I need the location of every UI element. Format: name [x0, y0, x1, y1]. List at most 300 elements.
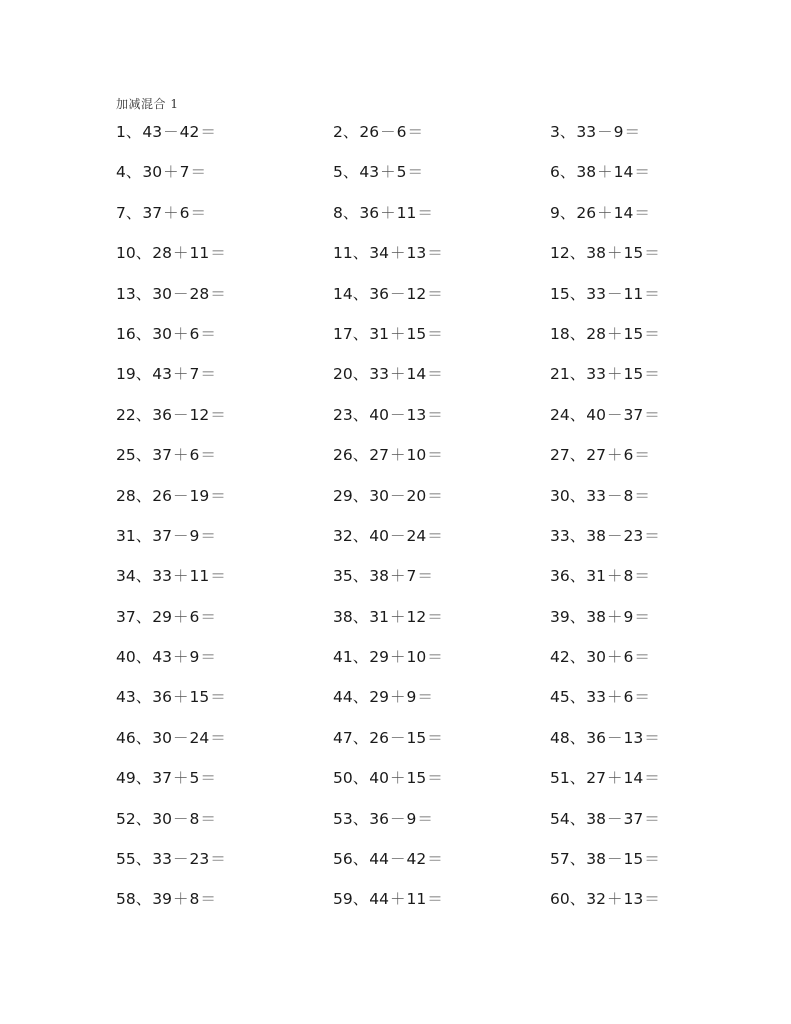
- problem-number: 50: [333, 769, 353, 788]
- math-problem: [550, 767, 736, 807]
- equals-sign: ＝: [200, 769, 216, 788]
- problem-separator: 、: [135, 567, 152, 586]
- problem-number: 18: [550, 324, 570, 343]
- math-problem: [550, 323, 736, 363]
- operator: ＋: [172, 607, 189, 626]
- operand-a: 38: [586, 809, 606, 828]
- operand-b: 11: [396, 203, 417, 222]
- problem-separator: 、: [352, 809, 369, 828]
- problem-separator: 、: [569, 365, 586, 384]
- equals-sign: ＝: [417, 567, 433, 586]
- problem-number: 24: [550, 405, 570, 424]
- operand-b: 7: [179, 163, 190, 182]
- problem-separator: 、: [352, 607, 369, 626]
- operand-b: 11: [623, 284, 644, 303]
- problem-number: 20: [333, 365, 353, 384]
- problem-separator: 、: [352, 365, 369, 384]
- math-problem: [550, 565, 736, 605]
- operator: ＋: [163, 203, 179, 222]
- operator: －: [597, 123, 613, 141]
- operand-b: 7: [406, 567, 417, 586]
- operator: －: [172, 850, 189, 869]
- operand-b: 6: [179, 203, 190, 222]
- operand-b: 14: [406, 365, 427, 384]
- operator: －: [606, 850, 623, 869]
- equals-sign: ＝: [210, 850, 226, 869]
- problem-separator: 、: [125, 163, 142, 182]
- operand-b: 12: [189, 405, 210, 424]
- operand-b: 5: [396, 163, 407, 182]
- problem-separator: 、: [352, 446, 369, 465]
- math-problem: [116, 242, 333, 282]
- equals-sign: ＝: [644, 244, 660, 263]
- problem-number: 21: [550, 365, 570, 384]
- operand-a: 32: [586, 890, 606, 909]
- operand-a: 31: [369, 324, 389, 343]
- operator: ＋: [172, 324, 189, 343]
- problem-number: 23: [333, 405, 353, 424]
- operand-b: 19: [189, 486, 210, 505]
- operand-b: 11: [189, 244, 210, 263]
- problem-number: 52: [116, 809, 136, 828]
- operand-a: 29: [369, 688, 389, 707]
- problem-number: 44: [333, 688, 353, 707]
- problem-number: 48: [550, 728, 570, 747]
- operator: －: [606, 486, 623, 505]
- operator: ＋: [172, 446, 189, 465]
- problem-separator: 、: [352, 688, 369, 707]
- problem-separator: 、: [352, 769, 369, 788]
- operand-a: 26: [576, 203, 597, 222]
- operand-b: 9: [613, 123, 624, 141]
- operator: ＋: [606, 324, 623, 343]
- equals-sign: ＝: [427, 446, 443, 465]
- operator: －: [172, 405, 189, 424]
- operator: ＋: [389, 688, 406, 707]
- operator: ＋: [172, 244, 189, 263]
- operand-a: 40: [369, 405, 389, 424]
- operand-b: 15: [406, 769, 427, 788]
- problem-number: 39: [550, 607, 570, 626]
- operand-a: 36: [152, 405, 172, 424]
- problem-separator: 、: [135, 244, 152, 263]
- operator: ＋: [172, 769, 189, 788]
- math-problem: [333, 363, 550, 403]
- math-problem: [116, 808, 333, 848]
- problem-number: 53: [333, 809, 353, 828]
- math-problem: [333, 404, 550, 444]
- equals-sign: ＝: [427, 850, 443, 869]
- problem-separator: 、: [342, 203, 359, 222]
- math-problem: [333, 888, 550, 928]
- operator: －: [172, 486, 189, 505]
- operator: －: [606, 526, 623, 545]
- operand-b: 23: [189, 850, 210, 869]
- math-problem: [116, 363, 333, 403]
- operator: ＋: [389, 567, 406, 586]
- problem-separator: 、: [135, 405, 152, 424]
- equals-sign: ＝: [644, 284, 660, 303]
- math-problem: [116, 767, 333, 807]
- operator: －: [606, 284, 623, 303]
- equals-sign: ＝: [210, 405, 226, 424]
- problem-number: 38: [333, 607, 353, 626]
- math-problem: [116, 283, 333, 323]
- operand-a: 26: [359, 123, 380, 141]
- equals-sign: ＝: [634, 688, 650, 707]
- operand-b: 8: [189, 809, 200, 828]
- problem-number: 37: [116, 607, 136, 626]
- equals-sign: ＝: [427, 769, 443, 788]
- operand-a: 30: [142, 163, 163, 182]
- operand-b: 13: [406, 405, 427, 424]
- math-problem: [333, 767, 550, 807]
- operand-b: 6: [189, 324, 200, 343]
- equals-sign: ＝: [200, 123, 216, 141]
- equals-sign: ＝: [634, 648, 650, 667]
- problem-number: 41: [333, 648, 353, 667]
- math-problem: [550, 161, 736, 201]
- math-problem: [333, 161, 550, 201]
- operator: ＋: [606, 769, 623, 788]
- operand-b: 10: [406, 648, 427, 667]
- operator: －: [606, 728, 623, 747]
- problem-number: 40: [116, 648, 136, 667]
- math-problem: [116, 565, 333, 605]
- math-problem: [550, 363, 736, 403]
- problem-number: 33: [550, 526, 570, 545]
- math-problem: [550, 808, 736, 848]
- operator: －: [172, 284, 189, 303]
- problem-separator: 、: [342, 163, 359, 182]
- math-problem: [116, 848, 333, 888]
- operand-a: 37: [152, 446, 172, 465]
- equals-sign: ＝: [634, 607, 650, 626]
- math-problem: [116, 121, 333, 161]
- problem-number: 6: [550, 163, 560, 182]
- operand-b: 9: [406, 688, 417, 707]
- math-problem: [550, 202, 736, 242]
- equals-sign: ＝: [210, 486, 226, 505]
- problem-separator: 、: [135, 365, 152, 384]
- operand-a: 33: [152, 850, 172, 869]
- worksheet-title: 加减混合 1: [116, 97, 179, 111]
- operand-a: 33: [586, 365, 606, 384]
- operand-a: 38: [586, 850, 606, 869]
- operand-a: 37: [152, 769, 172, 788]
- math-problem: [333, 565, 550, 605]
- operand-a: 40: [369, 769, 389, 788]
- operand-a: 29: [369, 648, 389, 667]
- math-problem: [116, 727, 333, 767]
- equals-sign: ＝: [210, 728, 226, 747]
- problem-separator: 、: [569, 486, 586, 505]
- operand-b: 37: [623, 405, 644, 424]
- problem-separator: 、: [559, 163, 576, 182]
- equals-sign: ＝: [644, 728, 660, 747]
- problem-separator: 、: [135, 850, 152, 869]
- operator: ＋: [172, 365, 189, 384]
- equals-sign: ＝: [427, 324, 443, 343]
- math-problem: [116, 686, 333, 726]
- operator: ＋: [606, 688, 623, 707]
- operand-a: 30: [586, 648, 606, 667]
- math-problem: [550, 121, 736, 161]
- problem-number: 27: [550, 446, 570, 465]
- operand-a: 40: [586, 405, 606, 424]
- operand-b: 11: [189, 567, 210, 586]
- operand-a: 27: [586, 446, 606, 465]
- problem-separator: 、: [569, 244, 586, 263]
- operator: ＋: [389, 648, 406, 667]
- operand-a: 33: [152, 567, 172, 586]
- operand-b: 12: [406, 607, 427, 626]
- equals-sign: ＝: [427, 607, 443, 626]
- problem-grid: [116, 121, 736, 929]
- operand-a: 28: [152, 244, 172, 263]
- math-problem: [116, 161, 333, 201]
- problem-separator: 、: [569, 728, 586, 747]
- operand-a: 33: [369, 365, 389, 384]
- problem-number: 25: [116, 446, 136, 465]
- problem-separator: 、: [569, 890, 586, 909]
- equals-sign: ＝: [427, 728, 443, 747]
- equals-sign: ＝: [210, 244, 226, 263]
- problem-number: 1: [116, 123, 126, 141]
- operand-b: 6: [396, 123, 407, 141]
- problem-number: 47: [333, 728, 353, 747]
- problem-number: 8: [333, 203, 343, 222]
- problem-number: 14: [333, 284, 353, 303]
- equals-sign: ＝: [417, 809, 433, 828]
- operator: ＋: [389, 365, 406, 384]
- operator: －: [606, 809, 623, 828]
- operand-b: 6: [623, 446, 634, 465]
- equals-sign: ＝: [634, 486, 650, 505]
- operand-a: 38: [586, 607, 606, 626]
- operand-a: 43: [142, 123, 163, 141]
- operand-a: 27: [369, 446, 389, 465]
- problem-number: 28: [116, 486, 136, 505]
- problem-separator: 、: [135, 526, 152, 545]
- equals-sign: ＝: [644, 809, 660, 828]
- equals-sign: ＝: [200, 324, 216, 343]
- problem-separator: 、: [352, 890, 369, 909]
- problem-number: 16: [116, 324, 136, 343]
- problem-number: 11: [333, 244, 353, 263]
- math-problem: [333, 202, 550, 242]
- operand-a: 29: [152, 607, 172, 626]
- operator: ＋: [597, 203, 613, 222]
- operator: ＋: [606, 244, 623, 263]
- operator: ＋: [606, 567, 623, 586]
- operator: －: [606, 405, 623, 424]
- operand-a: 37: [152, 526, 172, 545]
- operator: ＋: [163, 163, 179, 182]
- math-problem: [550, 606, 736, 646]
- operand-b: 9: [623, 607, 634, 626]
- problem-separator: 、: [135, 890, 152, 909]
- problem-separator: 、: [135, 486, 152, 505]
- operand-b: 15: [189, 688, 210, 707]
- problem-number: 49: [116, 769, 136, 788]
- problem-number: 2: [333, 123, 343, 141]
- operator: －: [380, 123, 396, 141]
- equals-sign: ＝: [427, 526, 443, 545]
- operator: ＋: [606, 446, 623, 465]
- operand-a: 30: [152, 284, 172, 303]
- operator: －: [389, 486, 406, 505]
- problem-number: 31: [116, 526, 136, 545]
- problem-number: 30: [550, 486, 570, 505]
- problem-number: 51: [550, 769, 570, 788]
- operand-b: 37: [623, 809, 644, 828]
- operator: ＋: [606, 890, 623, 909]
- problem-number: 12: [550, 244, 570, 263]
- problem-number: 59: [333, 890, 353, 909]
- equals-sign: ＝: [644, 365, 660, 384]
- problem-separator: 、: [135, 607, 152, 626]
- operand-a: 33: [586, 688, 606, 707]
- operand-a: 26: [369, 728, 389, 747]
- equals-sign: ＝: [200, 365, 216, 384]
- problem-separator: 、: [352, 324, 369, 343]
- operator: －: [389, 405, 406, 424]
- operand-b: 15: [623, 365, 644, 384]
- equals-sign: ＝: [644, 526, 660, 545]
- operand-b: 14: [613, 203, 634, 222]
- problem-number: 32: [333, 526, 353, 545]
- math-problem: [333, 525, 550, 565]
- operand-a: 38: [369, 567, 389, 586]
- problem-separator: 、: [135, 728, 152, 747]
- operand-b: 11: [406, 890, 427, 909]
- problem-separator: 、: [135, 769, 152, 788]
- problem-number: 57: [550, 850, 570, 869]
- operand-b: 10: [406, 446, 427, 465]
- problem-number: 5: [333, 163, 343, 182]
- math-problem: [333, 242, 550, 282]
- problem-separator: 、: [559, 123, 576, 141]
- problem-number: 9: [550, 203, 560, 222]
- operand-a: 36: [586, 728, 606, 747]
- problem-number: 42: [550, 648, 570, 667]
- operand-a: 30: [152, 809, 172, 828]
- problem-separator: 、: [342, 123, 359, 141]
- operand-b: 15: [623, 850, 644, 869]
- operand-a: 40: [369, 526, 389, 545]
- problem-separator: 、: [352, 284, 369, 303]
- equals-sign: ＝: [210, 567, 226, 586]
- operand-a: 36: [359, 203, 380, 222]
- equals-sign: ＝: [407, 123, 424, 141]
- operator: －: [389, 728, 406, 747]
- problem-separator: 、: [352, 850, 369, 869]
- math-problem: [116, 323, 333, 363]
- problem-number: 54: [550, 809, 570, 828]
- equals-sign: ＝: [427, 244, 443, 263]
- equals-sign: ＝: [427, 486, 443, 505]
- operator: ＋: [389, 324, 406, 343]
- problem-number: 55: [116, 850, 136, 869]
- math-problem: [116, 404, 333, 444]
- operand-a: 38: [576, 163, 597, 182]
- operand-a: 39: [152, 890, 172, 909]
- operand-b: 24: [406, 526, 427, 545]
- problem-number: 10: [116, 244, 136, 263]
- operand-b: 9: [189, 526, 200, 545]
- math-problem: [116, 485, 333, 525]
- operand-b: 13: [623, 728, 644, 747]
- operand-a: 43: [152, 648, 172, 667]
- operand-a: 33: [586, 486, 606, 505]
- math-problem: [333, 323, 550, 363]
- operand-b: 14: [623, 769, 644, 788]
- problem-separator: 、: [569, 405, 586, 424]
- math-problem: [333, 727, 550, 767]
- operand-a: 34: [369, 244, 389, 263]
- problem-number: 22: [116, 405, 136, 424]
- math-problem: [116, 444, 333, 484]
- math-problem: [550, 525, 736, 565]
- problem-number: 34: [116, 567, 136, 586]
- equals-sign: ＝: [624, 123, 641, 141]
- operator: －: [163, 123, 179, 141]
- math-problem: [333, 485, 550, 525]
- operand-b: 8: [189, 890, 200, 909]
- problem-separator: 、: [569, 809, 586, 828]
- operand-b: 6: [623, 688, 634, 707]
- operand-a: 30: [369, 486, 389, 505]
- equals-sign: ＝: [634, 163, 650, 182]
- problem-separator: 、: [569, 850, 586, 869]
- equals-sign: ＝: [634, 567, 650, 586]
- operand-a: 38: [586, 526, 606, 545]
- problem-separator: 、: [352, 648, 369, 667]
- operand-a: 43: [152, 365, 172, 384]
- problem-separator: 、: [135, 648, 152, 667]
- problem-number: 60: [550, 890, 570, 909]
- equals-sign: ＝: [210, 284, 226, 303]
- problem-separator: 、: [352, 728, 369, 747]
- math-problem: [550, 242, 736, 282]
- equals-sign: ＝: [427, 890, 443, 909]
- problem-number: 56: [333, 850, 353, 869]
- operand-a: 37: [142, 203, 163, 222]
- math-problem: [116, 606, 333, 646]
- operator: －: [389, 526, 406, 545]
- operator: ＋: [172, 688, 189, 707]
- equals-sign: ＝: [427, 365, 443, 384]
- problem-separator: 、: [125, 203, 142, 222]
- math-problem: [550, 686, 736, 726]
- operator: －: [172, 526, 189, 545]
- operand-b: 15: [623, 324, 644, 343]
- math-problem: [116, 888, 333, 928]
- operator: ＋: [172, 890, 189, 909]
- operand-a: 31: [586, 567, 606, 586]
- problem-number: 58: [116, 890, 136, 909]
- operator: ＋: [172, 648, 189, 667]
- problem-number: 45: [550, 688, 570, 707]
- operator: ＋: [389, 244, 406, 263]
- operand-a: 31: [369, 607, 389, 626]
- operator: ＋: [389, 607, 406, 626]
- operand-a: 36: [152, 688, 172, 707]
- problem-number: 7: [116, 203, 126, 222]
- math-problem: [333, 444, 550, 484]
- math-problem: [116, 646, 333, 686]
